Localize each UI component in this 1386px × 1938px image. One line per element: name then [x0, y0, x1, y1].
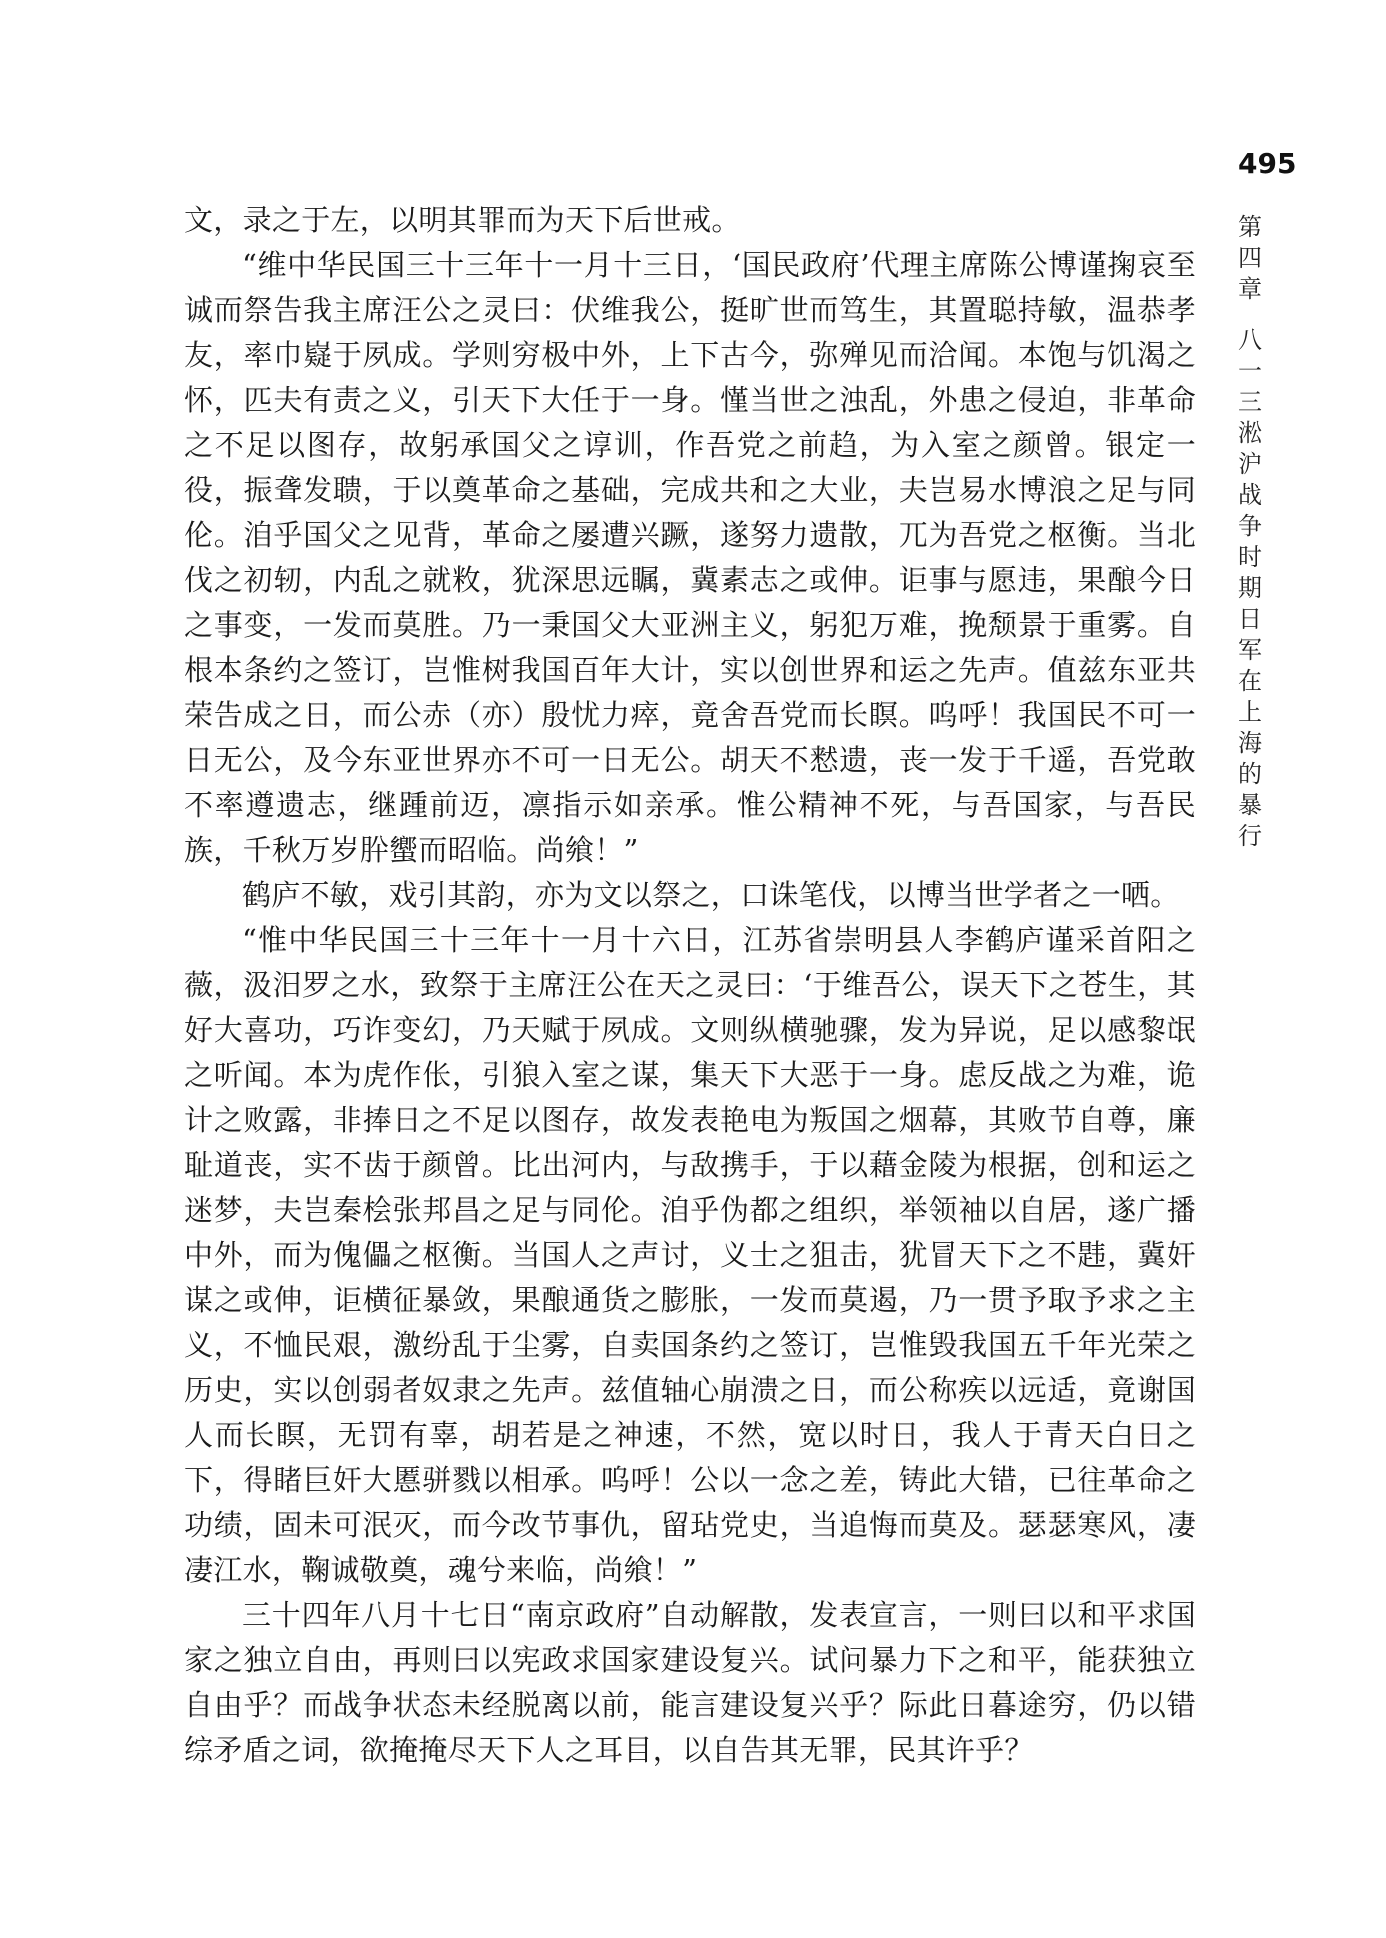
paragraph-2: “维中华民国三十三年十一月十三日，‘国民政府’代理主席陈公博谨掬哀至诚而祭告我主席汪公之灵曰：伏维我公，挺旷世而笃生，其置聪持敏，温恭孝友，率巾嶷于夙成。学则穷极中外，上下古今，弥殚见而洽闻。本饱与饥渴之怀，匹夫有责之义，引天下大任于一身。慬当世之浊乱，外患之侵迫，非革命之不足以图存，故躬承国父之谆训，作吾党之前趋，为入室之颜曾。银定一役，振聋发聩，于以奠革命之基础，完成共和之大业，夫岂易水博浪之足与同伦。洎乎国父之见背，革命之屡遭兴蹶，遂努力遗散，兀为吾党之枢衡。当北伐之初轫，内乱之就敉，犹深思远瞩，冀素志之或伸。讵事与愿违，果酿今日之事变，一发而莫胜。乃一秉国父大亚洲主义，躬犯万难，挽颓景于重雾。自根本条约之签订，岂惟树我国百年大计，实以创世界和运之先声。值兹东亚共荣告成之日，而公赤（亦）殷忧力瘁，竟舍吾党而长瞑。呜呼！我国民不可一日无公，及今东亚世界亦不可一日无公。胡天不慭遗，丧一发于千遥，吾党敢不率遵遗志，继踵前迈，凛指示如亲承。惟公精神不死，与吾国家，与吾民族，千秋万岁肸蠁而昭临。尚飨！”	[184, 248, 1196, 867]
paragraph-4: “惟中华民国三十三年十一月十六日，江苏省崇明县人李鹤庐谨采首阳之薇，汲汨罗之水，致祭于主席汪公在天之灵曰：‘于维吾公，误天下之苍生，其好大喜功，巧诈变幻，乃天赋于夙成。文则纵横驰骤，发为异说，足以感黎氓之听闻。本为虎作伥，引狼入室之谋，集天下大恶于一身。虑反战之为难，诡计之败露，非捧日之不足以图存，故发表艳电为叛国之烟幕，其败节自尊，廉耻道丧，实不齿于颜曾。比出河内，与敌携手，于以藉金陵为根据，创和运之迷梦，夫岂秦桧张邦昌之足与同伦。洎乎伪都之组织，举领袖以自居，遂广播中外，而为傀儡之枢衡。当国人之声讨，义士之狙击，犹冒天下之不韪，冀奸谋之或伸，讵横征暴敛，果酿通货之膨胀，一发而莫遏，乃一贯予取予求之主义，不恤民艰，激纷乱于尘雾，自卖国条约之签订，岂惟毁我国五千年光荣之历史，实以创弱者奴隶之先声。兹值轴心崩溃之日，而公称疾以远适，竟谢国人而长瞑，无罚有辜，胡若是之神速，不然，宽以时日，我人于青天白日之下，得睹巨奸大慝骈戮以相承。呜呼！公以一念之差，铸此大错，已往革命之功绩，固未可泯灭，而今改节事仇，留玷党史，当追悔而莫及。瑟瑟寒风，凄凄江水，鞠诚敬奠，魂兮来临，尚飨！”	[184, 923, 1196, 1587]
chapter-label: 第四章	[1238, 213, 1262, 303]
page-number: 495	[1238, 147, 1297, 180]
paragraph-3: 鹤庐不敏，戏引其韵，亦为文以祭之，口诛笔伐，以博当世学者之一哂。	[242, 878, 1180, 912]
paragraph-1: 文，录之于左，以明其罪而为天下后世戒。	[184, 203, 741, 237]
paragraph-5: 三十四年八月十七日“南京政府”自动解散，发表宣言，一则曰以和平求国家之独立自由，再则曰以宪政求国家建设复兴。试问暴力下之和平，能获独立自由乎？而战争状态未经脱离以前，能言建设复兴乎？际此日暮途穷，仍以错综矛盾之词，欲掩掩尽天下人之耳目，以自告其无罪，民其许乎？	[184, 1598, 1196, 1767]
running-head-gap	[1232, 305, 1268, 325]
body-text	[184, 198, 1196, 1773]
running-head	[1232, 212, 1268, 852]
chapter-title: 八一三淞沪战争时期日军在上海的暴行	[1238, 326, 1262, 850]
